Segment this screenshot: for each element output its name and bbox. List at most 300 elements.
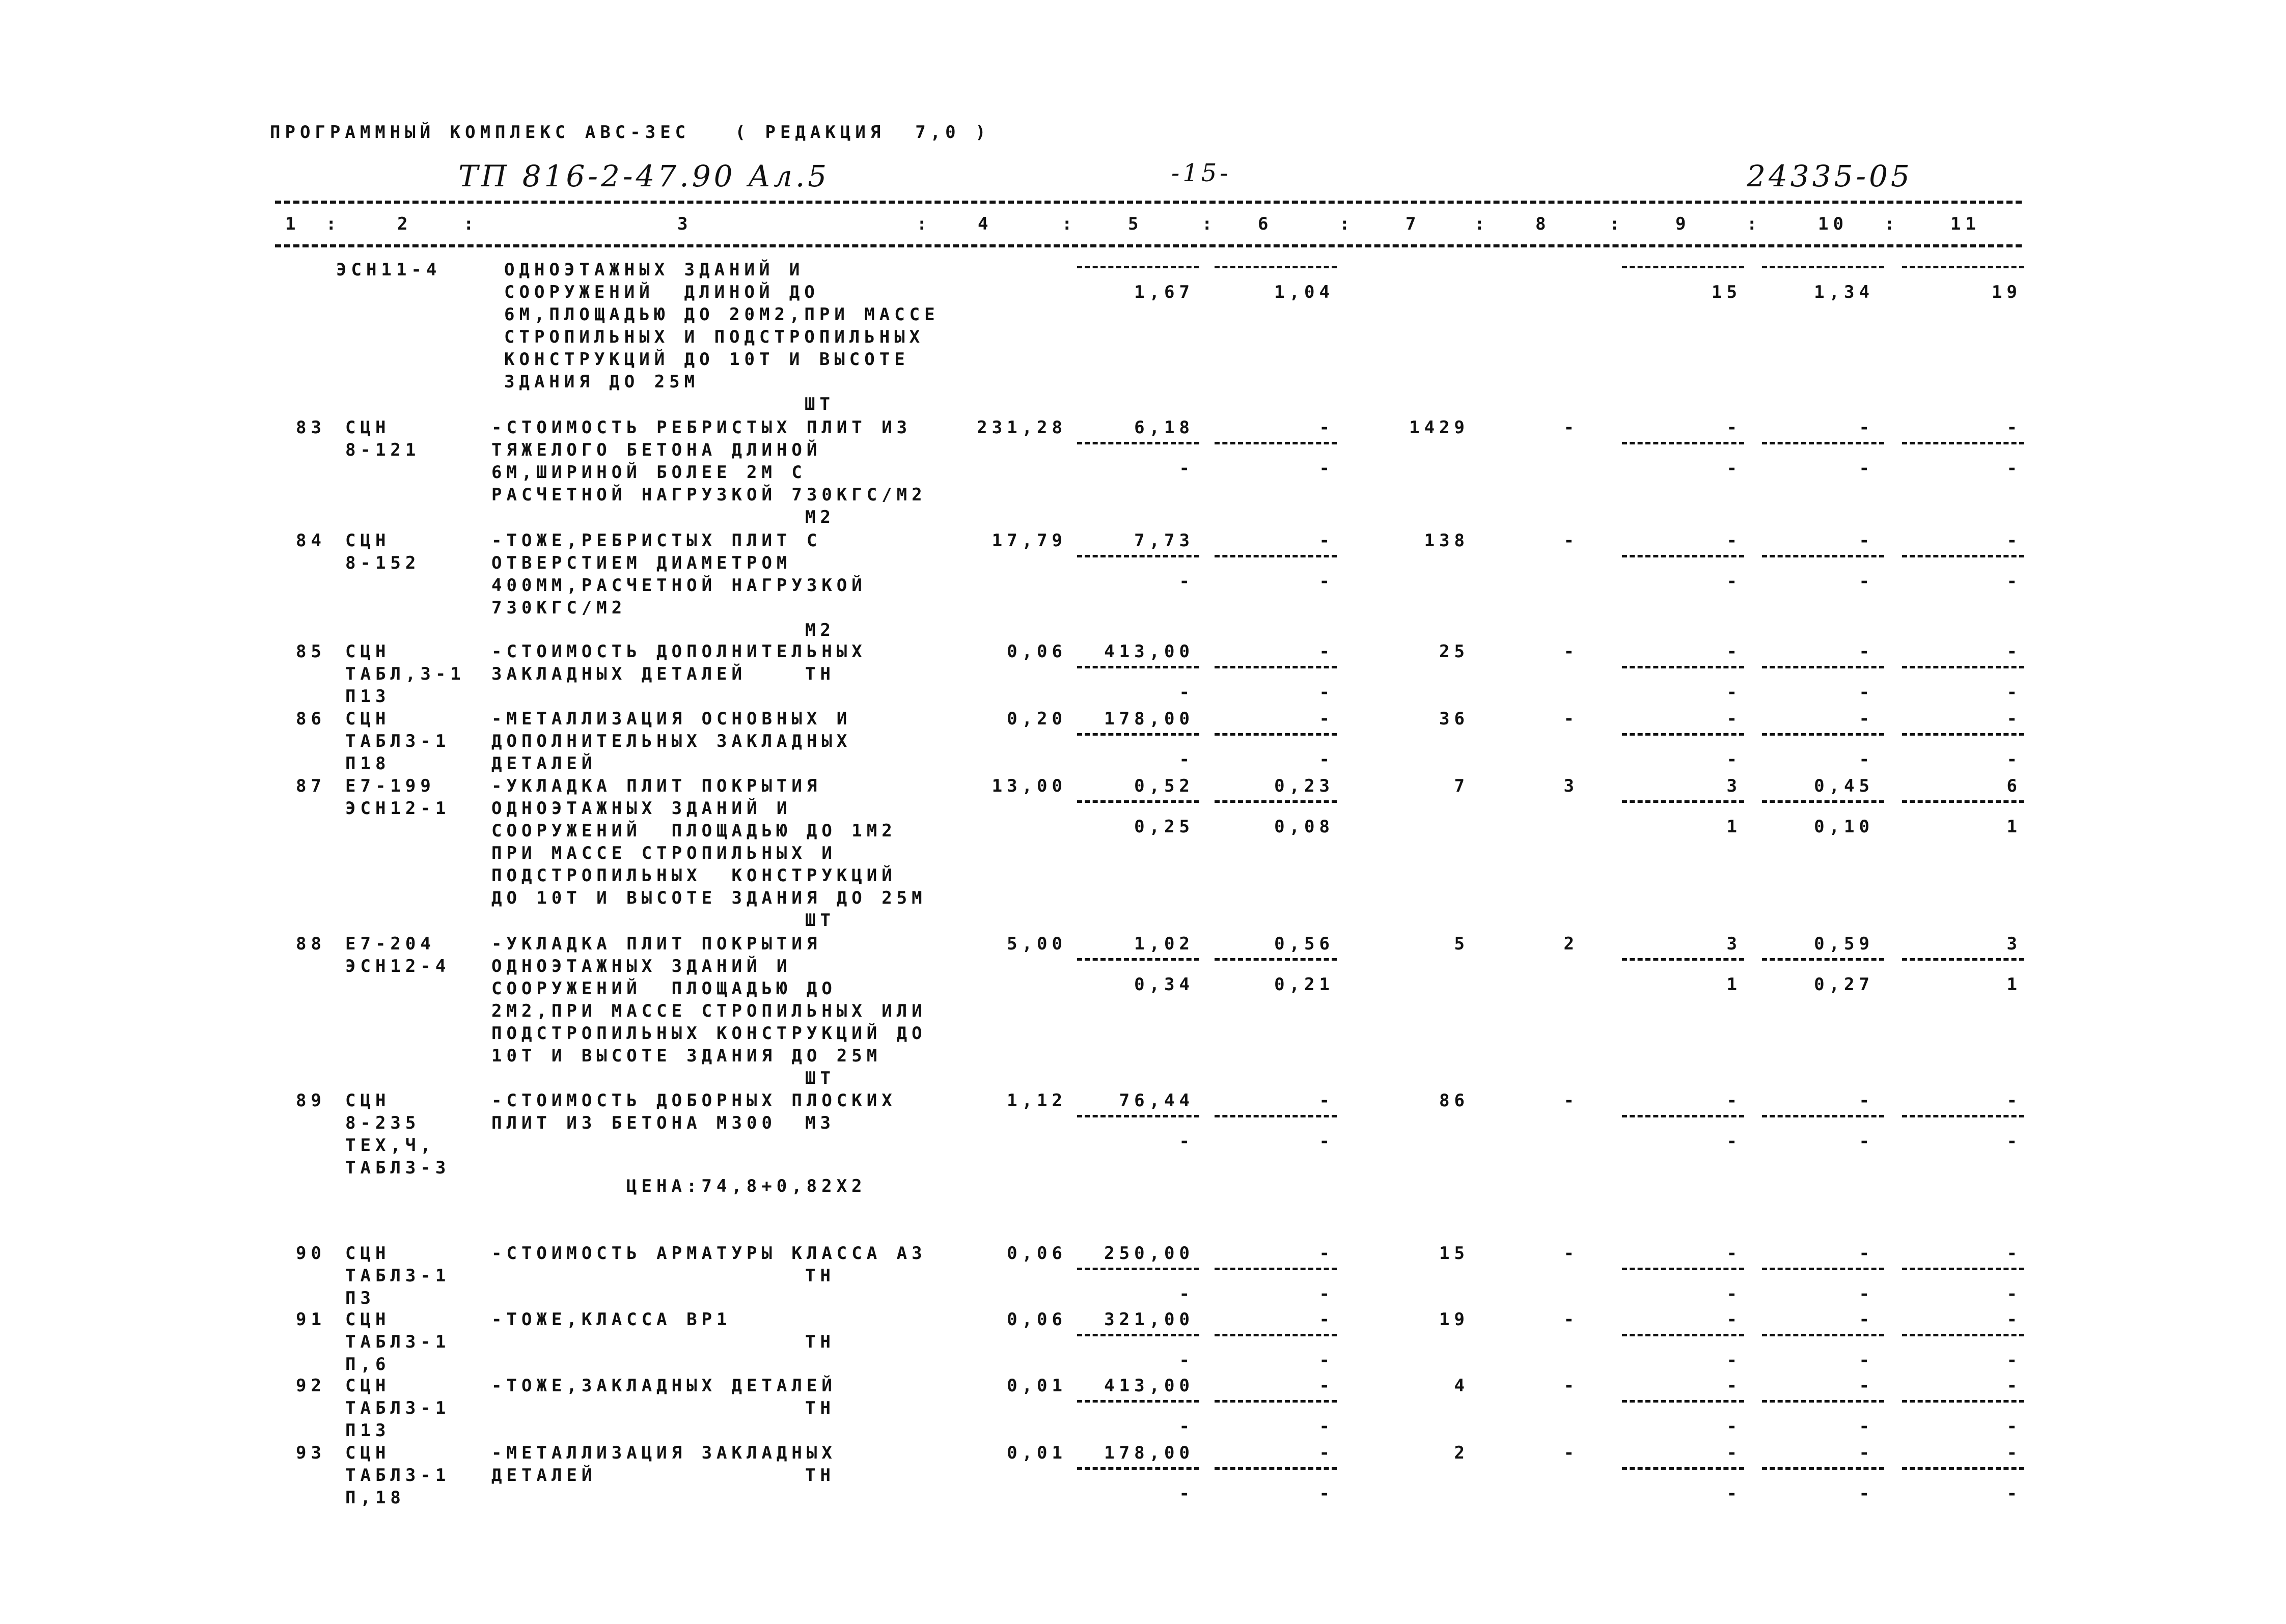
cell-c9: - xyxy=(1726,1443,1742,1463)
item-description: ПРИ МАССЕ СТРОПИЛЬНЫХ И xyxy=(491,843,837,863)
dashed-separator xyxy=(1077,1467,1199,1470)
cell-c7: 2 xyxy=(1454,1443,1469,1463)
item-code: П,6 xyxy=(345,1354,391,1375)
dashed-separator xyxy=(1215,666,1337,668)
cell-c8: - xyxy=(1563,1376,1579,1396)
column-number: 2 xyxy=(397,214,412,234)
cell-c8: 3 xyxy=(1563,776,1579,796)
item-description: -СТОИМОСТЬ РЕБРИСТЫХ ПЛИТ ИЗ xyxy=(491,417,912,438)
item-unit: ТН xyxy=(805,1332,835,1352)
item-code: СЦН xyxy=(345,1090,391,1111)
column-number: 5 xyxy=(1128,214,1143,234)
cell-c4: 5,00 xyxy=(1007,934,1067,954)
item-code: СЦН xyxy=(345,709,391,729)
column-number: 1 xyxy=(285,214,300,234)
cell-lower-b11: - xyxy=(2006,1350,2022,1370)
dashed-separator xyxy=(1215,1467,1337,1470)
column-number: 10 xyxy=(1818,214,1848,234)
cell-lower-b11: - xyxy=(2006,458,2022,479)
row-number: 88 xyxy=(296,934,326,954)
cell-c7: 138 xyxy=(1424,530,1469,551)
row-number: 92 xyxy=(296,1376,326,1396)
item-code: ЭСН12-4 xyxy=(345,956,451,976)
dashed-separator xyxy=(1215,733,1337,736)
cell-c4: 1,12 xyxy=(1007,1090,1067,1111)
column-separator: : xyxy=(1474,214,1490,234)
item-description: -СТОИМОСТЬ ДОБОРНЫХ ПЛОСКИХ xyxy=(491,1090,897,1111)
cell-c11: - xyxy=(2006,641,2022,662)
item-description: ЗАКЛАДНЫХ ДЕТАЛЕЙ xyxy=(491,664,747,684)
cell-c11: - xyxy=(2006,1090,2022,1111)
document-reference: ТП 816-2-47.90 Ал.5 xyxy=(458,159,830,193)
cell-c5: 1,67 xyxy=(1134,282,1194,302)
cell-c8: - xyxy=(1563,417,1579,438)
cell-lower-b9: - xyxy=(1726,1284,1742,1304)
cell-c10: - xyxy=(1859,1090,1874,1111)
item-description: -СТОИМОСТЬ ДОПОЛНИТЕЛЬНЫХ xyxy=(491,641,867,662)
item-code: П3 xyxy=(345,1288,375,1308)
item-code: Е7-199 xyxy=(345,776,435,796)
dashed-separator xyxy=(1077,733,1199,736)
dashed-separator xyxy=(1077,266,1199,268)
item-description: ПОДСТРОПИЛЬНЫХ КОНСТРУКЦИЙ ДО xyxy=(491,1023,927,1044)
item-code: СЦН xyxy=(345,417,391,438)
item-description: ЗДАНИЯ ДО 25М xyxy=(504,372,700,392)
cell-c10: - xyxy=(1859,530,1874,551)
cell-c6: - xyxy=(1319,417,1334,438)
column-number: 7 xyxy=(1406,214,1421,234)
dashed-separator xyxy=(1762,958,1884,961)
cell-c9: - xyxy=(1726,1243,1742,1264)
cell-c7: 15 xyxy=(1439,1243,1469,1264)
dashed-separator xyxy=(1762,666,1884,668)
row-number: 85 xyxy=(296,641,326,662)
cell-c6: - xyxy=(1319,1243,1334,1264)
row-number: 90 xyxy=(296,1243,326,1264)
item-code: СЦН xyxy=(345,1443,391,1463)
item-code: П13 xyxy=(345,1420,391,1441)
cell-c9: 15 xyxy=(1712,282,1742,302)
cell-lower-b10: - xyxy=(1859,682,1874,703)
cell-lower-b5: 0,25 xyxy=(1134,817,1194,837)
cell-c5: 0,52 xyxy=(1134,776,1194,796)
column-separator: : xyxy=(1202,214,1217,234)
item-code: 8-121 xyxy=(345,440,421,460)
cell-c11: - xyxy=(2006,1309,2022,1330)
item-code: ТАБЛ3-1 xyxy=(345,1398,451,1418)
row-number: 89 xyxy=(296,1090,326,1111)
item-description: ДЕТАЛЕЙ xyxy=(491,1465,597,1486)
column-number: 6 xyxy=(1258,214,1273,234)
item-code: Е7-204 xyxy=(345,934,435,954)
item-description: СООРУЖЕНИЙ ПЛОЩАДЬЮ ДО xyxy=(491,978,837,999)
cell-c4: 17,79 xyxy=(991,530,1067,551)
cell-lower-b11: - xyxy=(2006,571,2022,592)
item-unit: ТН xyxy=(805,1398,835,1418)
cell-c8: 2 xyxy=(1563,934,1579,954)
cell-c8: - xyxy=(1563,1090,1579,1111)
cell-c5: 6,18 xyxy=(1134,417,1194,438)
cell-c4: 0,06 xyxy=(1007,641,1067,662)
cell-c9: - xyxy=(1726,641,1742,662)
dashed-separator xyxy=(1215,1115,1337,1117)
item-description: СООРУЖЕНИЙ ПЛОЩАДЬЮ ДО 1М2 xyxy=(491,821,897,841)
dashed-separator xyxy=(1902,1268,2024,1270)
item-description: 6М,ПЛОЩАДЬЮ ДО 20М2,ПРИ МАССЕ xyxy=(504,304,940,325)
column-separator: : xyxy=(1339,214,1355,234)
dashed-separator xyxy=(1077,442,1199,444)
cell-lower-b11: 1 xyxy=(2006,974,2022,995)
item-unit: М2 xyxy=(805,620,835,640)
dashed-separator xyxy=(1215,442,1337,444)
cell-c10: - xyxy=(1859,641,1874,662)
cell-lower-b11: - xyxy=(2006,1131,2022,1152)
cell-lower-b10: - xyxy=(1859,1284,1874,1304)
cell-lower-b11: - xyxy=(2006,1483,2022,1504)
cell-lower-b10: - xyxy=(1859,1483,1874,1504)
dashed-separator xyxy=(1762,555,1884,557)
column-separator: : xyxy=(463,214,479,234)
cell-c8: - xyxy=(1563,530,1579,551)
dashed-separator xyxy=(1762,800,1884,803)
item-code: ТАБЛ3-1 xyxy=(345,1332,451,1352)
item-code: ТАБЛ3-3 xyxy=(345,1158,451,1178)
dashed-separator xyxy=(1077,1115,1199,1117)
cell-lower-b9: - xyxy=(1726,458,1742,479)
item-unit: М3 xyxy=(805,1113,835,1133)
dashed-separator xyxy=(1622,800,1744,803)
cell-c5: 413,00 xyxy=(1104,1376,1194,1396)
item-unit: М2 xyxy=(805,507,835,527)
dashed-separator xyxy=(1902,1334,2024,1336)
cell-c9: - xyxy=(1726,1090,1742,1111)
cell-c8: - xyxy=(1563,1243,1579,1264)
dashed-separator xyxy=(1215,266,1337,268)
cell-c10: - xyxy=(1859,1243,1874,1264)
cell-lower-b5: - xyxy=(1179,682,1194,703)
cell-c10: 0,59 xyxy=(1814,934,1874,954)
cell-c5: 250,00 xyxy=(1104,1243,1194,1264)
cell-c7: 4 xyxy=(1454,1376,1469,1396)
row-number: 84 xyxy=(296,530,326,551)
dashed-separator xyxy=(1902,958,2024,961)
item-code: ТАБЛ3-1 xyxy=(345,1266,451,1286)
dashed-separator xyxy=(1215,800,1337,803)
item-code: ТАБЛ,3-1 xyxy=(345,664,465,684)
item-description: СТРОПИЛЬНЫХ И ПОДСТРОПИЛЬНЫХ xyxy=(504,327,925,347)
cell-lower-b10: 0,10 xyxy=(1814,817,1874,837)
cell-c11: 19 xyxy=(1992,282,2022,302)
item-description: -УКЛАДКА ПЛИТ ПОКРЫТИЯ xyxy=(491,776,822,796)
column-separator: : xyxy=(1609,214,1624,234)
cell-lower-b10: 0,27 xyxy=(1814,974,1874,995)
column-separator: : xyxy=(917,214,932,234)
dashed-separator xyxy=(1077,666,1199,668)
dashed-separator xyxy=(1902,666,2024,668)
item-code: ТАБЛ3-1 xyxy=(345,731,451,751)
item-description: -СТОИМОСТЬ АРМАТУРЫ КЛАССА А3 xyxy=(491,1243,927,1264)
cell-c5: 178,00 xyxy=(1104,1443,1194,1463)
cell-lower-b6: - xyxy=(1319,1131,1334,1152)
cell-c4: 0,20 xyxy=(1007,709,1067,729)
cell-lower-b9: - xyxy=(1726,1416,1742,1437)
cell-c10: - xyxy=(1859,1443,1874,1463)
cell-lower-b10: - xyxy=(1859,749,1874,770)
cell-lower-b6: - xyxy=(1319,458,1334,479)
cell-c8: - xyxy=(1563,641,1579,662)
cell-c10: - xyxy=(1859,1376,1874,1396)
dashed-separator xyxy=(1622,1115,1744,1117)
cell-c6: - xyxy=(1319,1090,1334,1111)
dashed-separator xyxy=(1077,555,1199,557)
dashed-separator xyxy=(1902,800,2024,803)
cell-c9: - xyxy=(1726,1376,1742,1396)
column-separator: : xyxy=(326,214,341,234)
cell-lower-b5: - xyxy=(1179,458,1194,479)
cell-lower-b9: - xyxy=(1726,1350,1742,1370)
item-code: П,18 xyxy=(345,1488,405,1508)
cell-c6: 0,23 xyxy=(1274,776,1334,796)
item-code: 8-152 xyxy=(345,553,421,573)
item-unit: ТН xyxy=(805,1266,835,1286)
dashed-separator xyxy=(1762,733,1884,736)
cell-lower-b9: - xyxy=(1726,571,1742,592)
cell-lower-b10: - xyxy=(1859,1416,1874,1437)
cell-lower-b5: - xyxy=(1179,1284,1194,1304)
item-description: ПЛИТ ИЗ БЕТОНА М300 xyxy=(491,1113,777,1133)
item-description: ОДНОЭТАЖНЫХ ЗДАНИЙ И xyxy=(491,956,792,976)
dashed-separator xyxy=(1762,442,1884,444)
row-number: 93 xyxy=(296,1443,326,1463)
dashed-separator xyxy=(1077,800,1199,803)
cell-c10: 0,45 xyxy=(1814,776,1874,796)
dashed-separator xyxy=(1077,958,1199,961)
cell-c4: 13,00 xyxy=(991,776,1067,796)
item-code: ЭСН11-4 xyxy=(336,260,442,280)
cell-c8: - xyxy=(1563,1309,1579,1330)
cell-lower-b9: - xyxy=(1726,749,1742,770)
item-code: П13 xyxy=(345,686,391,707)
item-description: ОТВЕРСТИЕМ ДИАМЕТРОМ xyxy=(491,553,792,573)
column-number: 4 xyxy=(978,214,993,234)
cell-lower-b10: - xyxy=(1859,571,1874,592)
dashed-separator xyxy=(1622,1400,1744,1403)
item-description: -МЕТАЛЛИЗАЦИЯ ЗАКЛАДНЫХ xyxy=(491,1443,837,1463)
cell-c7: 1429 xyxy=(1409,417,1469,438)
cell-c4: 231,28 xyxy=(977,417,1067,438)
cell-c5: 321,00 xyxy=(1104,1309,1194,1330)
dashed-separator xyxy=(1622,666,1744,668)
cell-lower-b9: - xyxy=(1726,1131,1742,1152)
cell-c11: - xyxy=(2006,709,2022,729)
dashed-separator xyxy=(1215,555,1337,557)
dashed-separator xyxy=(1622,958,1744,961)
dashed-separator xyxy=(1762,1400,1884,1403)
cell-lower-b10: - xyxy=(1859,458,1874,479)
item-description: -ТОЖЕ,ЗАКЛАДНЫХ ДЕТАЛЕЙ xyxy=(491,1376,837,1396)
item-code: СЦН xyxy=(345,530,391,551)
item-description: 730КГС/М2 xyxy=(491,598,627,618)
cell-c5: 413,00 xyxy=(1104,641,1194,662)
cell-c6: 0,56 xyxy=(1274,934,1334,954)
cell-c10: - xyxy=(1859,1309,1874,1330)
cell-c9: - xyxy=(1726,417,1742,438)
dashed-separator xyxy=(1902,1115,2024,1117)
dashed-separator xyxy=(1622,1467,1744,1470)
item-unit: ШТ xyxy=(805,910,835,931)
cell-c11: - xyxy=(2006,1376,2022,1396)
document-code: 24335-05 xyxy=(1747,159,1913,193)
cell-c10: 1,34 xyxy=(1814,282,1874,302)
item-description: ОДНОЭТАЖНЫХ ЗДАНИЙ И xyxy=(504,260,805,280)
cell-lower-b10: - xyxy=(1859,1350,1874,1370)
cell-c5: 76,44 xyxy=(1119,1090,1194,1111)
price-note: ЦЕНА:74,8+0,82Х2 xyxy=(626,1176,867,1196)
cell-c9: - xyxy=(1726,1309,1742,1330)
cell-lower-b6: - xyxy=(1319,682,1334,703)
cell-lower-b11: - xyxy=(2006,1284,2022,1304)
item-description: КОНСТРУКЦИЙ ДО 10Т И ВЫСОТЕ xyxy=(504,349,910,370)
cell-lower-b5: - xyxy=(1179,749,1194,770)
item-description: -УКЛАДКА ПЛИТ ПОКРЫТИЯ xyxy=(491,934,822,954)
cell-c9: 3 xyxy=(1726,776,1742,796)
dashed-separator xyxy=(1622,555,1744,557)
item-description: ДО 10Т И ВЫСОТЕ ЗДАНИЯ ДО 25М xyxy=(491,888,927,908)
dashed-separator xyxy=(1622,266,1744,268)
dashed-separator xyxy=(1902,1400,2024,1403)
cell-c7: 5 xyxy=(1454,934,1469,954)
cell-lower-b9: 1 xyxy=(1726,817,1742,837)
dashed-separator xyxy=(1902,733,2024,736)
item-description: 2М2,ПРИ МАССЕ СТРОПИЛЬНЫХ ИЛИ xyxy=(491,1001,927,1021)
cell-c9: - xyxy=(1726,530,1742,551)
item-description: СООРУЖЕНИЙ ДЛИНОЙ ДО xyxy=(504,282,819,302)
dashed-separator xyxy=(1762,1268,1884,1270)
cell-c6: - xyxy=(1319,641,1334,662)
cell-c4: 0,06 xyxy=(1007,1309,1067,1330)
cell-c8: - xyxy=(1563,709,1579,729)
row-number: 83 xyxy=(296,417,326,438)
dashed-separator xyxy=(1902,266,2024,268)
column-number: 9 xyxy=(1675,214,1691,234)
column-separator: : xyxy=(1884,214,1899,234)
cell-lower-b9: - xyxy=(1726,1483,1742,1504)
cell-c6: - xyxy=(1319,1309,1334,1330)
cell-c6: - xyxy=(1319,1443,1334,1463)
row-number: 87 xyxy=(296,776,326,796)
dashed-separator xyxy=(1622,1334,1744,1336)
cell-lower-b6: - xyxy=(1319,1416,1334,1437)
column-separator: : xyxy=(1062,214,1077,234)
dashed-separator xyxy=(1762,1115,1884,1117)
cell-lower-b5: 0,34 xyxy=(1134,974,1194,995)
row-number: 91 xyxy=(296,1309,326,1330)
item-code: ТАБЛ3-1 xyxy=(345,1465,451,1486)
cell-lower-b11: 1 xyxy=(2006,817,2022,837)
cell-c11: - xyxy=(2006,1443,2022,1463)
cell-lower-b6: - xyxy=(1319,749,1334,770)
header-bottom-rule xyxy=(275,244,2022,247)
cell-c4: 0,06 xyxy=(1007,1243,1067,1264)
cell-lower-b5: - xyxy=(1179,1483,1194,1504)
dashed-separator xyxy=(1622,1268,1744,1270)
item-description: 6М,ШИРИНОЙ БОЛЕЕ 2М С xyxy=(491,462,807,483)
cell-c7: 36 xyxy=(1439,709,1469,729)
cell-c8: - xyxy=(1563,1443,1579,1463)
item-description: ОДНОЭТАЖНЫХ ЗДАНИЙ И xyxy=(491,798,792,819)
cell-c7: 19 xyxy=(1439,1309,1469,1330)
item-code: ТЕХ,Ч, xyxy=(345,1135,435,1156)
item-description: ТЯЖЕЛОГО БЕТОНА ДЛИНОЙ xyxy=(491,440,822,460)
cell-lower-b6: - xyxy=(1319,1350,1334,1370)
dashed-separator xyxy=(1622,442,1744,444)
cell-c6: 1,04 xyxy=(1274,282,1334,302)
page-number: -15- xyxy=(1171,159,1231,187)
item-code: СЦН xyxy=(345,1376,391,1396)
item-description: -МЕТАЛЛИЗАЦИЯ ОСНОВНЫХ И xyxy=(491,709,852,729)
dashed-separator xyxy=(1762,1334,1884,1336)
cell-c11: 3 xyxy=(2006,934,2022,954)
cell-c7: 86 xyxy=(1439,1090,1469,1111)
header-top-rule xyxy=(275,201,2022,204)
cell-c10: - xyxy=(1859,709,1874,729)
item-code: ЭСН12-1 xyxy=(345,798,451,819)
cell-c11: - xyxy=(2006,417,2022,438)
cell-c10: - xyxy=(1859,417,1874,438)
item-code: 8-235 xyxy=(345,1113,421,1133)
cell-c4: 0,01 xyxy=(1007,1443,1067,1463)
cell-c9: 3 xyxy=(1726,934,1742,954)
cell-lower-b11: - xyxy=(2006,749,2022,770)
cell-lower-b6: - xyxy=(1319,1284,1334,1304)
item-description: -ТОЖЕ,РЕБРИСТЫХ ПЛИТ С xyxy=(491,530,822,551)
column-number: 8 xyxy=(1535,214,1551,234)
column-number: 3 xyxy=(677,214,693,234)
item-unit: ТН xyxy=(805,1465,835,1486)
cell-lower-b5: - xyxy=(1179,1131,1194,1152)
cell-c11: - xyxy=(2006,1243,2022,1264)
item-unit: ШТ xyxy=(805,1068,835,1088)
item-code: СЦН xyxy=(345,1309,391,1330)
dashed-separator xyxy=(1902,555,2024,557)
cell-lower-b5: - xyxy=(1179,571,1194,592)
cell-c4: 0,01 xyxy=(1007,1376,1067,1396)
dashed-separator xyxy=(1077,1400,1199,1403)
item-description: ПОДСТРОПИЛЬНЫХ КОНСТРУКЦИЙ xyxy=(491,865,897,886)
item-description: 10Т И ВЫСОТЕ ЗДАНИЯ ДО 25М xyxy=(491,1046,882,1066)
cell-lower-b6: 0,21 xyxy=(1274,974,1334,995)
dashed-separator xyxy=(1762,1467,1884,1470)
cell-c6: - xyxy=(1319,1376,1334,1396)
cell-lower-b5: - xyxy=(1179,1350,1194,1370)
dashed-separator xyxy=(1077,1334,1199,1336)
item-description: -ТОЖЕ,КЛАССА ВР1 xyxy=(491,1309,732,1330)
dashed-separator xyxy=(1215,1268,1337,1270)
column-separator: : xyxy=(1747,214,1762,234)
dashed-separator xyxy=(1215,1400,1337,1403)
item-unit: ТН xyxy=(805,664,835,684)
cell-c9: - xyxy=(1726,709,1742,729)
cell-c5: 1,02 xyxy=(1134,934,1194,954)
item-description: ДЕТАЛЕЙ xyxy=(491,753,597,774)
dashed-separator xyxy=(1215,958,1337,961)
cell-c7: 25 xyxy=(1439,641,1469,662)
cell-lower-b6: - xyxy=(1319,1483,1334,1504)
cell-lower-b11: - xyxy=(2006,682,2022,703)
dashed-separator xyxy=(1215,1334,1337,1336)
item-description: 400ММ,РАСЧЕТНОЙ НАГРУЗКОЙ xyxy=(491,575,867,596)
cell-c11: - xyxy=(2006,530,2022,551)
